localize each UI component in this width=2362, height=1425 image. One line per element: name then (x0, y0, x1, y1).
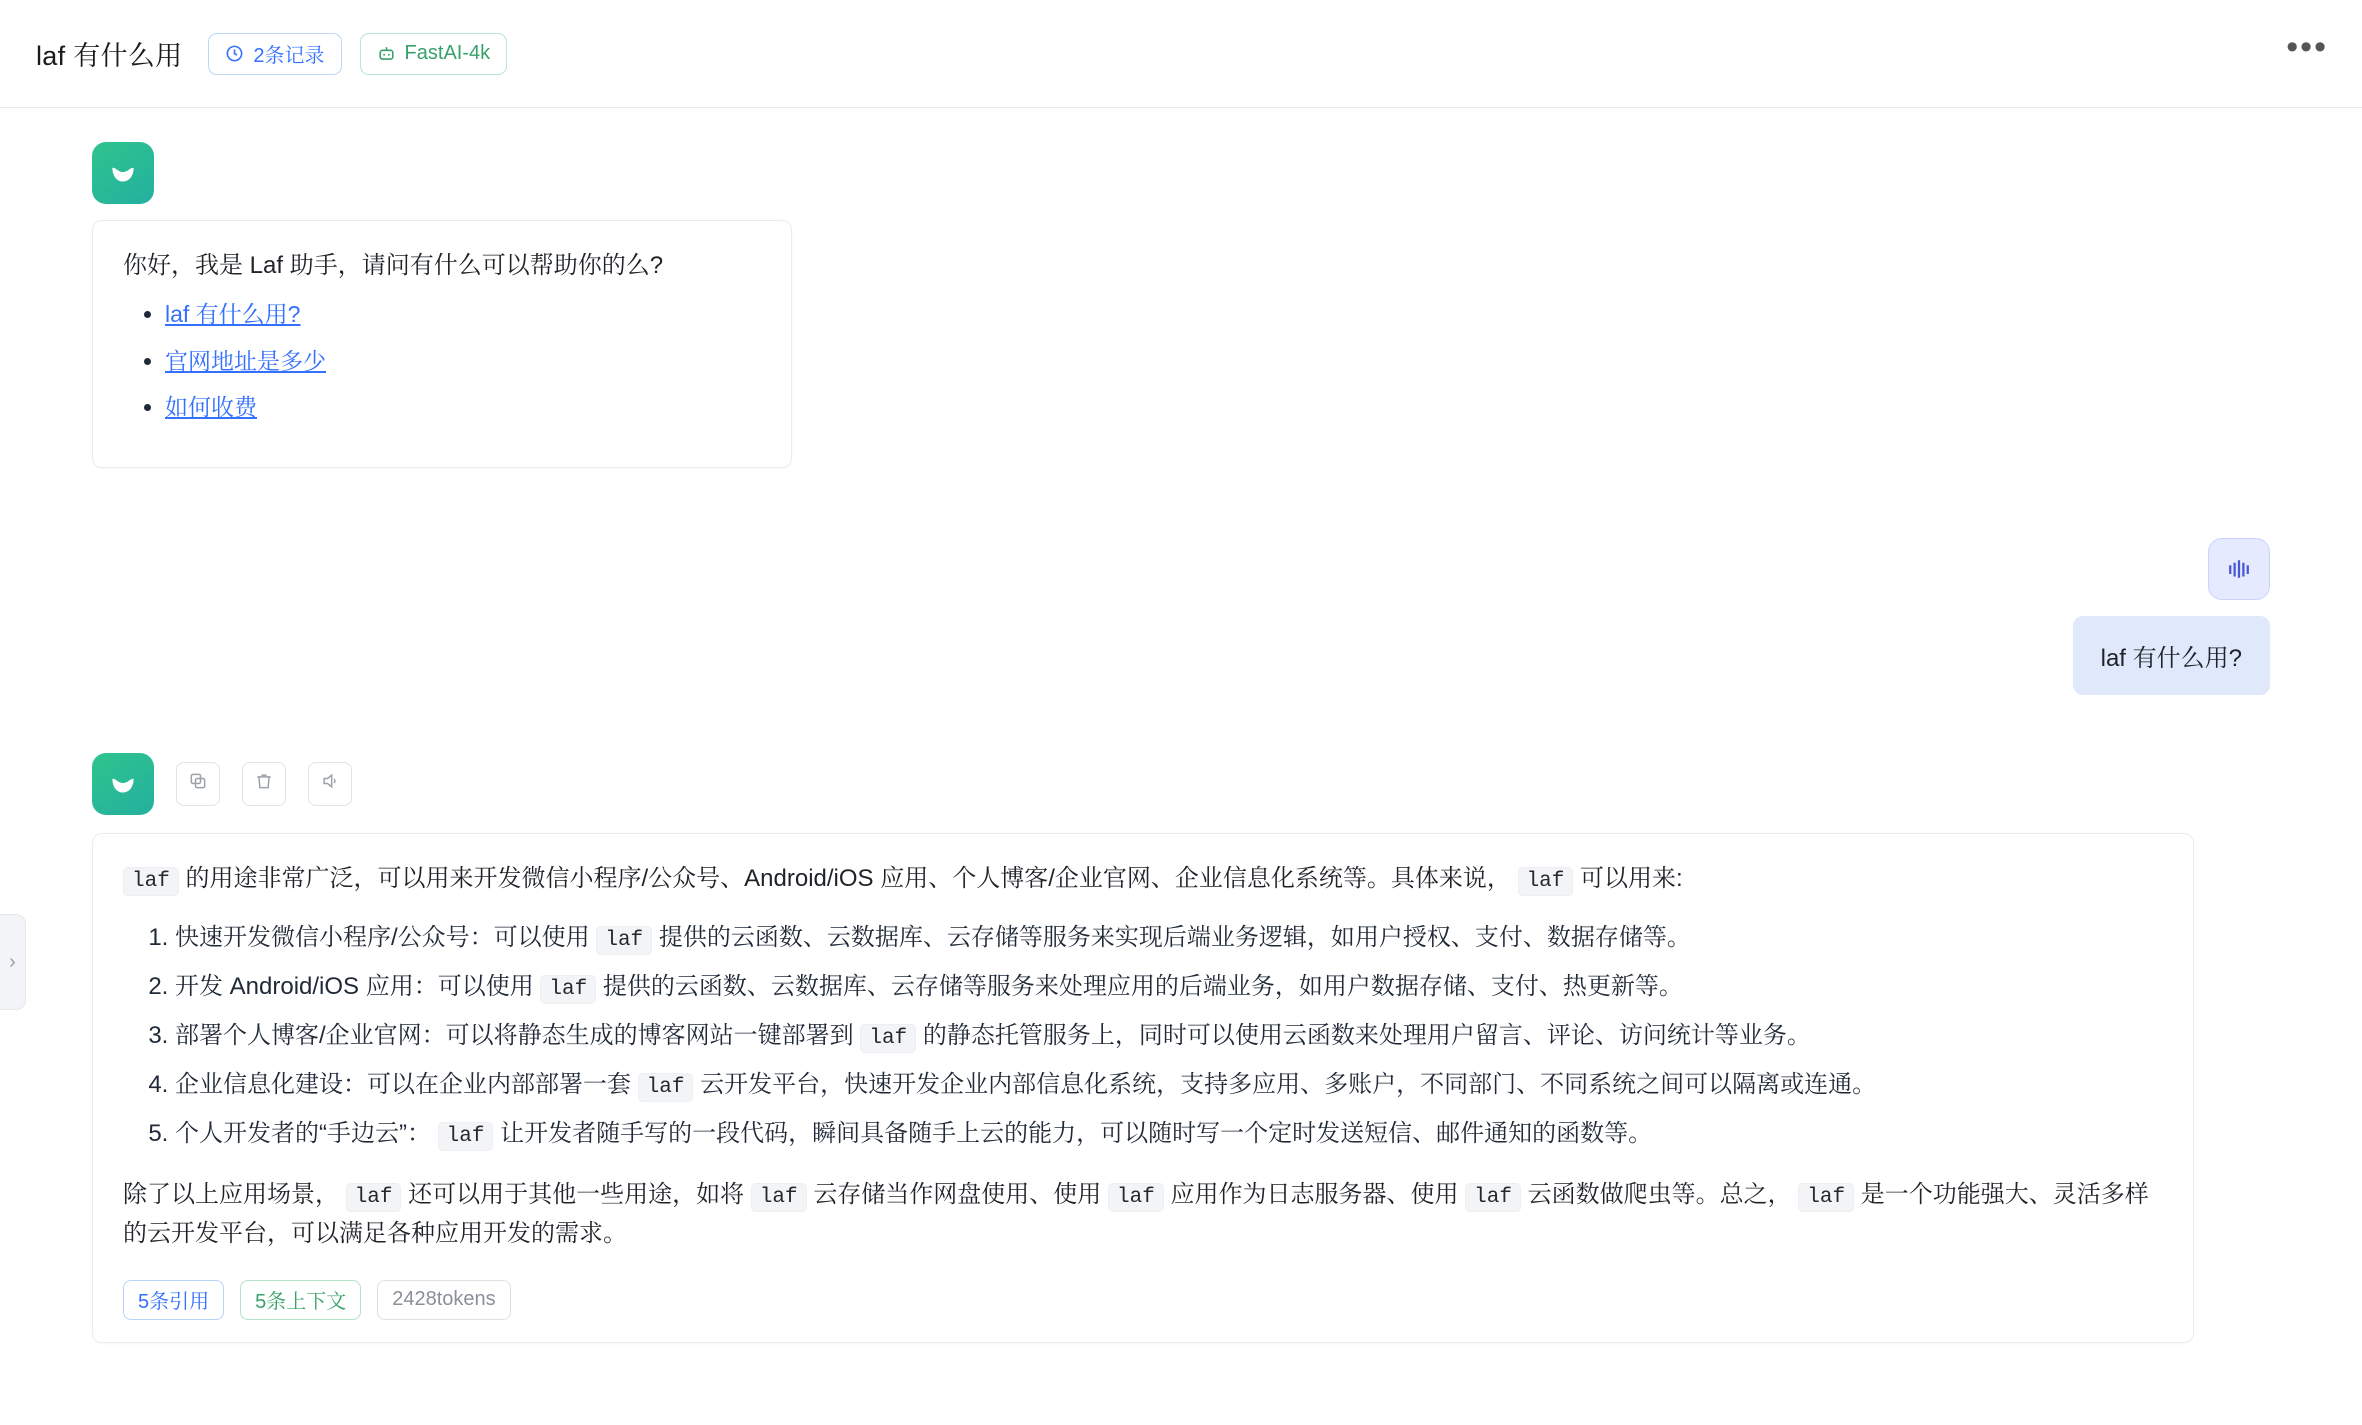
item-text-before: 企业信息化建设：可以在企业内部部署一套 (175, 1070, 631, 1098)
quotes-chip[interactable]: 5条引用 (123, 1280, 224, 1320)
item-text-before: 部署个人博客/企业官网：可以将静态生成的博客网站一键部署到 (175, 1021, 854, 1049)
list-item (175, 968, 2163, 1007)
code-token: laf (860, 1024, 916, 1053)
tail-text-4: 应用作为日志服务器、使用 (1170, 1180, 1459, 1208)
item-text-after: 让开发者随手写的一段代码，瞬间具备随手上云的能力，可以随时写一个定时发送短信、邮件通知的函数等。 (500, 1119, 1653, 1147)
tail-text-3: 云存储当作网盘使用、使用 (813, 1180, 1102, 1208)
speak-button[interactable] (308, 762, 352, 806)
tail-text-2: 还可以用于其他一些用途，如将 (408, 1180, 745, 1208)
list-item (165, 344, 761, 379)
history-count-badge[interactable] (208, 33, 341, 75)
answer-lead-text-2: 可以用来: (1580, 864, 1683, 892)
list-item (175, 1017, 2163, 1056)
list-item (175, 1066, 2163, 1105)
model-badge[interactable] (360, 33, 508, 75)
code-token: laf (638, 1073, 694, 1102)
laf-bot-avatar (92, 753, 154, 815)
list-item (165, 390, 761, 425)
tokens-chip: 2428tokens (377, 1280, 510, 1320)
delete-button[interactable] (242, 762, 286, 806)
suggestion-link-1[interactable]: laf 有什么用? (165, 301, 301, 328)
sidebar-collapse-handle[interactable] (0, 914, 26, 1010)
answer-lead-text-1: 的用途非常广泛，可以用来开发微信小程序/公众号、Android/iOS 应用、个人博客/企业官网、企业信息化系统等。具体来说， (185, 864, 1511, 892)
laf-bot-avatar (92, 142, 154, 204)
bot-intro-row (0, 142, 2362, 468)
item-text-after: 云开发平台，快速开发企业内部信息化系统，支持多应用、多账户，不同部门、不同系统之间可以隔离或连通。 (700, 1070, 1877, 1098)
tail-text-1: 除了以上应用场景， (123, 1180, 339, 1208)
page-title: laf 有什么用 (36, 41, 183, 71)
list-item (175, 919, 2163, 958)
bot-answer-row (0, 753, 2362, 1343)
user-avatar (2208, 538, 2270, 600)
more-options-button[interactable]: ••• (2286, 27, 2328, 66)
greeting-text: 你好，我是 Laf 助手，请问有什么可以帮助你的么? (123, 252, 664, 279)
bot-intro-bubble (92, 220, 792, 468)
code-token: laf (1798, 1183, 1854, 1212)
item-text-before: 个人开发者的“手边云”： (175, 1119, 431, 1147)
code-token: laf (596, 926, 652, 955)
bot-answer-bubble (92, 833, 2194, 1343)
user-message-row (0, 538, 2362, 695)
history-count-label: 2条记录 (253, 45, 325, 67)
clock-icon (225, 44, 244, 63)
model-badge-label: FastAI-4k (404, 42, 491, 64)
tail-text-5: 云函数做爬虫等。总之， (1527, 1180, 1792, 1208)
code-token: laf (1518, 867, 1574, 896)
user-message-text: laf 有什么用? (2073, 616, 2270, 695)
item-text-after: 提供的云函数、云数据库、云存储等服务来处理应用的后端业务，如用户数据存储、支付、热更新等。 (602, 972, 1683, 1000)
item-text-before: 快速开发微信小程序/公众号：可以使用 (175, 923, 590, 951)
code-token: laf (1465, 1183, 1521, 1212)
list-item (165, 297, 761, 332)
answer-closing-paragraph (123, 1176, 2163, 1254)
copy-button[interactable] (176, 762, 220, 806)
suggestion-list (123, 297, 761, 425)
trash-icon (254, 771, 274, 796)
code-token: laf (346, 1183, 402, 1212)
chevron-right-icon: › (9, 950, 16, 973)
code-token: laf (751, 1183, 807, 1212)
code-token: laf (438, 1122, 494, 1151)
sound-icon (320, 771, 340, 796)
suggestion-link-3[interactable]: 如何收费 (165, 394, 257, 421)
item-text-after: 提供的云函数、云数据库、云存储等服务来实现后端业务逻辑，如用户授权、支付、数据存储等。 (658, 923, 1691, 951)
code-token: laf (123, 867, 179, 896)
answer-lead-paragraph (123, 860, 2163, 899)
item-text-after: 的静态托管服务上，同时可以使用云函数来处理用户留言、评论、访问统计等业务。 (922, 1021, 1811, 1049)
item-text-before: 开发 Android/iOS 应用：可以使用 (175, 972, 534, 1000)
copy-icon (188, 771, 208, 796)
code-token: laf (540, 975, 596, 1004)
code-token: laf (1108, 1183, 1164, 1212)
chat-header (0, 0, 2362, 108)
answer-meta-row (123, 1280, 2163, 1320)
answer-toolbar (92, 753, 2270, 815)
chat-scroll-area[interactable] (0, 108, 2362, 1425)
list-item (175, 1115, 2163, 1154)
robot-icon (377, 44, 396, 63)
answer-use-case-list (123, 919, 2163, 1154)
suggestion-link-2[interactable]: 官网地址是多少 (165, 347, 326, 374)
tail-text-6: 是一个功能强大、灵活多样的云开发平台，可以满足各种应用开发的需求。 (123, 1180, 2149, 1247)
context-chip[interactable]: 5条上下文 (240, 1280, 361, 1320)
